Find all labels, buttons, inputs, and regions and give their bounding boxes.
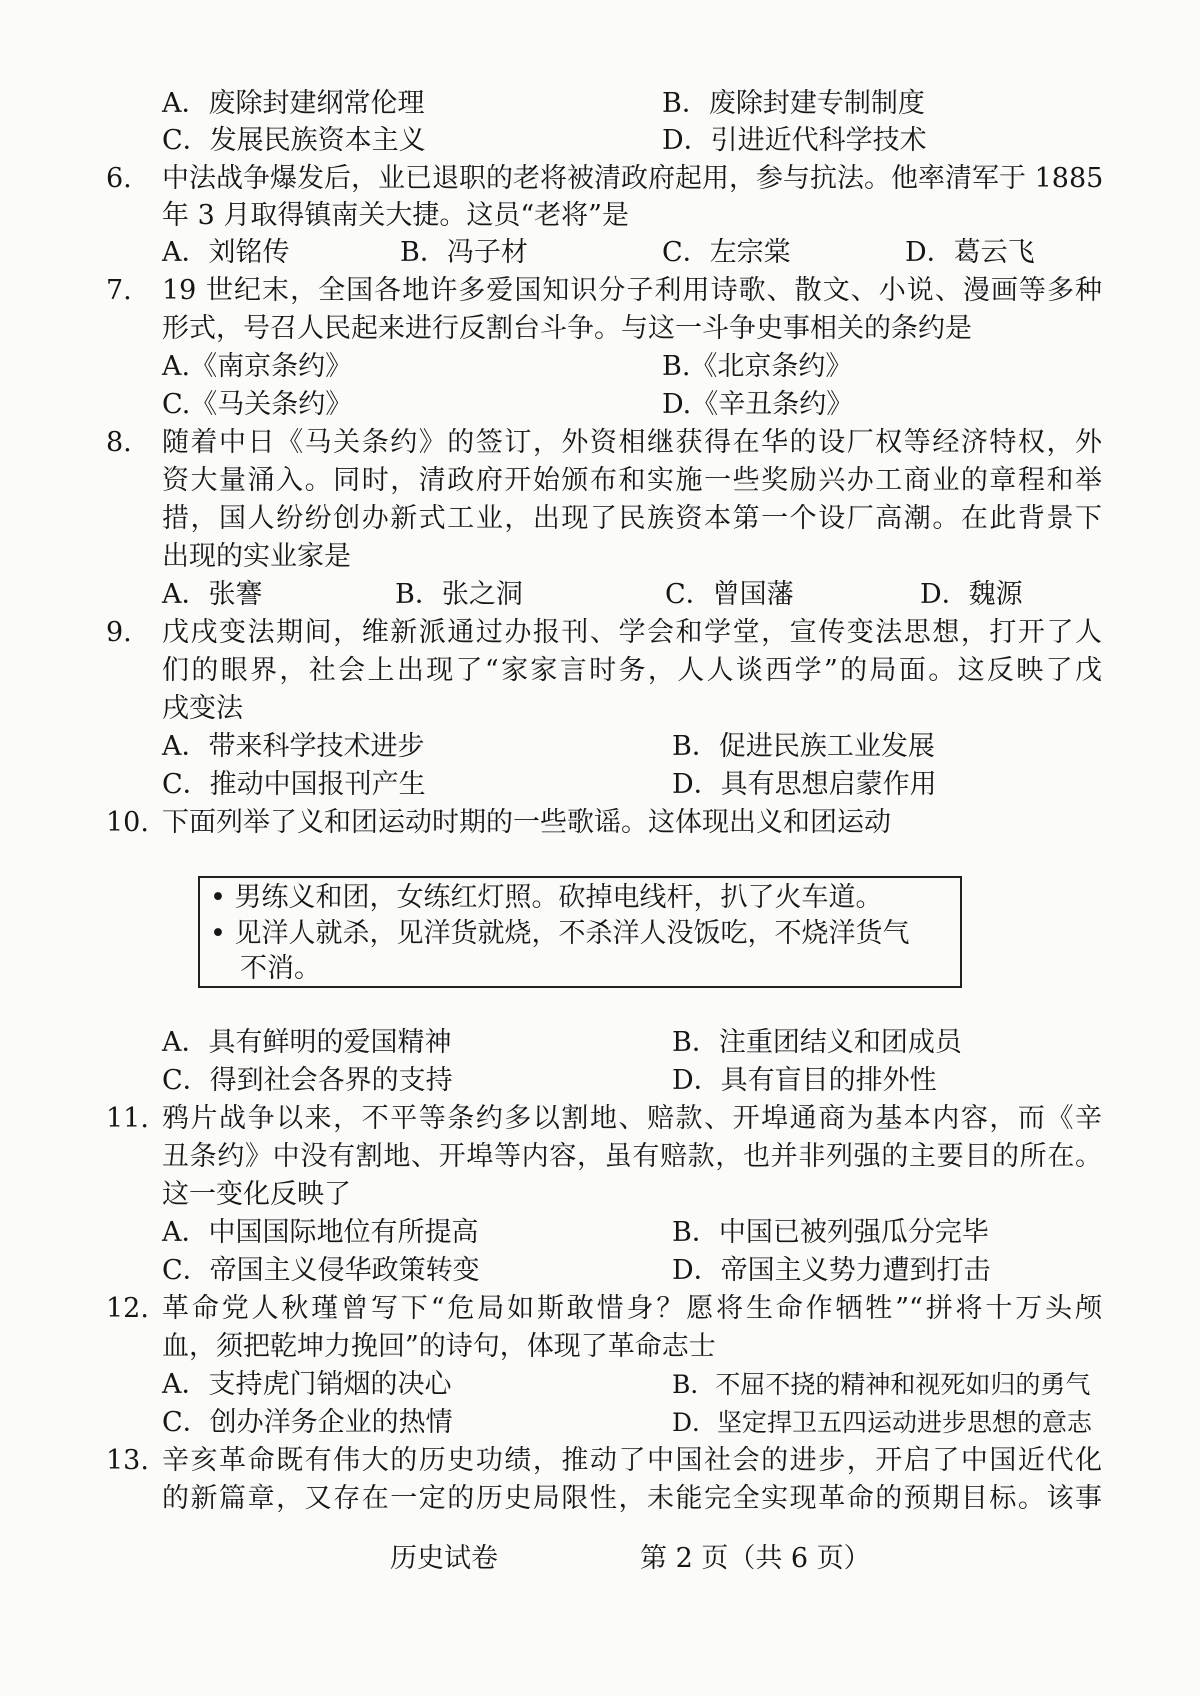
q10-stem-line: 下面列举了义和团运动时期的一些歌谣。这体现出义和团运动	[162, 807, 891, 838]
q9-option-b: B．促进民族工业发展	[672, 731, 935, 762]
footer-page-number: 第 2 页（共 6 页）	[640, 1543, 871, 1574]
q10-number: 10.	[106, 807, 149, 838]
q5-option-a: A．废除封建纲常伦理	[162, 88, 425, 119]
ballad-bullet-2: • 见洋人就杀，见洋货就烧，不杀洋人没饭吃，不烧洋货气	[210, 918, 910, 949]
q9-option-c: C．推动中国报刊产生	[162, 769, 426, 800]
q6-stem-line: 中法战争爆发后，业已退职的老将被清政府起用，参与抗法。他率清军于 1885	[162, 163, 1104, 194]
q10-option-a: A．具有鲜明的爱国精神	[162, 1027, 452, 1058]
q11-option-d: D．帝国主义势力遭到打击	[672, 1255, 991, 1286]
q8-stem-line: 出现的实业家是	[162, 541, 351, 572]
q8-option-c: C．曾国藩	[665, 579, 794, 610]
q9-option-a: A．带来科学技术进步	[162, 731, 425, 762]
q7-number: 7.	[106, 275, 132, 306]
q10-option-c: C．得到社会各界的支持	[162, 1065, 453, 1096]
q11-option-a: A．中国国际地位有所提高	[162, 1217, 479, 1248]
q12-stem-line: 革命党人秋瑾曾写下“危局如斯敢惜身？愿将生命作牺牲”“拼将十万头颅	[162, 1293, 1102, 1324]
q11-stem-line: 丑条约》中没有割地、开埠等内容，虽有赔款，也并非列强的主要目的所在。	[162, 1141, 1102, 1172]
q11-number: 11.	[106, 1103, 149, 1134]
q9-stem-line: 戌变法	[162, 693, 243, 724]
q8-option-b: B．张之洞	[395, 579, 523, 610]
q6-option-b: B．冯子材	[400, 237, 528, 268]
q12-option-b: B．不屈不挠的精神和视死如归的勇气	[672, 1370, 1091, 1399]
q11-stem-line: 鸦片战争以来，不平等条约多以割地、赔款、开埠通商为基本内容，而《辛	[162, 1103, 1102, 1134]
q6-stem-line: 年 3 月取得镇南关大捷。这员“老将”是	[162, 200, 629, 231]
q11-stem-line: 这一变化反映了	[162, 1179, 351, 1210]
q8-stem-line: 措，国人纷纷创办新式工业，出现了民族资本第一个设厂高潮。在此背景下	[162, 503, 1102, 534]
q7-stem-line: 19 世纪末，全国各地许多爱国知识分子利用诗歌、散文、小说、漫画等多种	[162, 275, 1102, 306]
q8-number: 8.	[106, 427, 132, 458]
ballad-quote-box	[198, 876, 962, 988]
ballad-bullet-2-cont: 不消。	[240, 953, 321, 984]
q7-option-b: B.《北京条约》	[662, 351, 853, 382]
q10-option-d: D．具有盲目的排外性	[672, 1065, 937, 1096]
q6-number: 6.	[106, 163, 132, 194]
q11-option-b: B．中国已被列强瓜分完毕	[672, 1217, 989, 1248]
q10-option-b: B．注重团结义和团成员	[672, 1027, 962, 1058]
q7-option-c: C.《马关条约》	[162, 389, 353, 420]
q9-option-d: D．具有思想启蒙作用	[672, 769, 937, 800]
q5-option-c: C．发展民族资本主义	[162, 125, 426, 156]
q9-stem-line: 们的眼界，社会上出现了“家家言时务，人人谈西学”的局面。这反映了戊	[162, 655, 1102, 686]
q9-stem-line: 戊戌变法期间，维新派通过办报刊、学会和学堂，宣传变法思想，打开了人	[162, 617, 1102, 648]
footer-subject: 历史试卷	[390, 1543, 498, 1574]
q6-option-a: A．刘铭传	[162, 237, 290, 268]
q13-number: 13.	[106, 1445, 149, 1476]
ballad-bullet-1: • 男练义和团，女练红灯照。砍掉电线杆，扒了火车道。	[210, 882, 883, 913]
q7-option-d: D.《辛丑条约》	[662, 389, 854, 420]
q8-stem-line: 资大量涌入。同时，清政府开始颁布和实施一些奖励兴办工商业的章程和举	[162, 465, 1102, 496]
q7-option-a: A.《南京条约》	[162, 351, 353, 382]
q7-stem-line: 形式，号召人民起来进行反割台斗争。与这一斗争史事相关的条约是	[162, 313, 972, 344]
q12-stem-line: 血，须把乾坤力挽回”的诗句，体现了革命志士	[162, 1331, 716, 1362]
q11-option-c: C．帝国主义侵华政策转变	[162, 1255, 480, 1286]
q12-option-d: D．坚定捍卫五四运动进步思想的意志	[672, 1408, 1093, 1437]
q9-number: 9.	[106, 617, 132, 648]
q6-option-c: C．左宗棠	[662, 237, 791, 268]
q6-option-d: D．葛云飞	[905, 237, 1035, 268]
q8-option-d: D．魏源	[920, 579, 1023, 610]
q5-option-d: D．引进近代科学技术	[662, 125, 927, 156]
q12-number: 12.	[106, 1293, 149, 1324]
q12-option-a: A．支持虎门销烟的决心	[162, 1369, 452, 1400]
q12-option-c: C．创办洋务企业的热情	[162, 1407, 453, 1438]
q8-stem-line: 随着中日《马关条约》的签订，外资相继获得在华的设厂权等经济特权，外	[162, 427, 1102, 458]
q5-option-b: B．废除封建专制制度	[662, 88, 925, 119]
q13-stem-line: 的新篇章，又存在一定的历史局限性，未能完全实现革命的预期目标。该事	[162, 1483, 1102, 1514]
q8-option-a: A．张謇	[162, 579, 263, 610]
q13-stem-line: 辛亥革命既有伟大的历史功绩，推动了中国社会的进步，开启了中国近代化	[162, 1445, 1102, 1476]
